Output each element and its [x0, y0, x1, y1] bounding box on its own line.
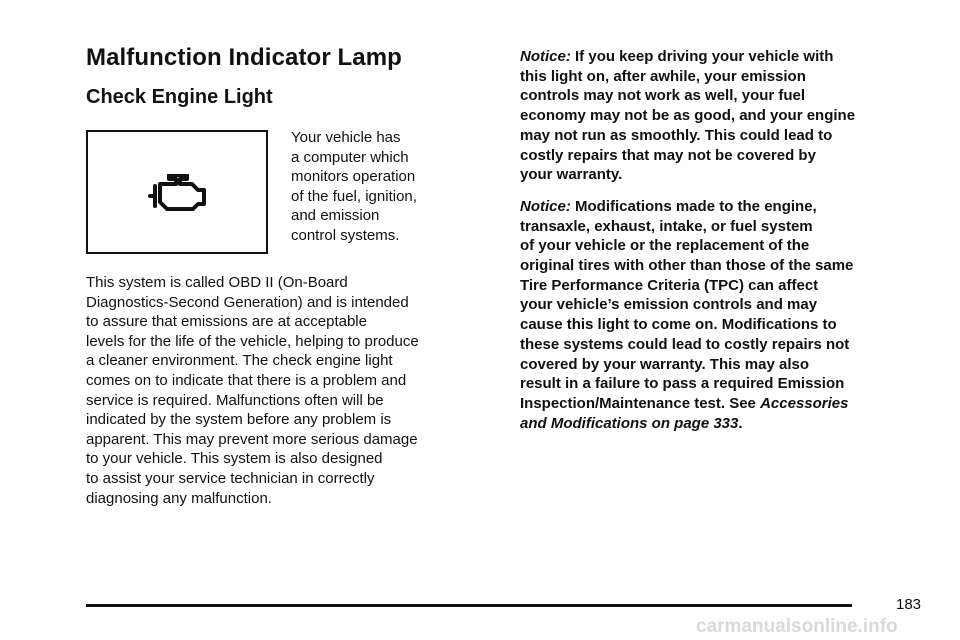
body-line: Diagnostics-Second Generation) and is intended: [86, 293, 409, 311]
intro-line: and emission: [291, 207, 380, 224]
body-line: to assist your service technician in correctly: [86, 469, 375, 487]
notice2-first-line: [520, 197, 940, 217]
body-line: diagnosing any malfunction.: [86, 489, 272, 507]
body-line: apparent. This may prevent more serious damage: [86, 430, 418, 448]
notice2-line: Tire Performance Criteria (TPC) can affect: [520, 276, 819, 294]
intro-text: [291, 128, 471, 245]
notice2-line: of your vehicle or the replacement of the: [520, 237, 810, 255]
intro-line: Your vehicle has: [291, 129, 401, 146]
notice2-line: these systems could lead to costly repairs not: [520, 335, 850, 353]
notice1-first-text: If you keep driving your vehicle with: [575, 48, 834, 65]
body-line: levels for the life of the vehicle, helping to produce: [86, 332, 419, 350]
notice2-line: cause this light to come on. Modifications to: [520, 316, 837, 334]
footer-rule: [86, 604, 852, 607]
cross-reference-link[interactable]: Accessories: [760, 394, 849, 412]
notice2-line: your vehicle’s emission controls and may: [520, 296, 818, 314]
notice1-line: costly repairs that may not be covered by: [520, 146, 816, 164]
page-title: Malfunction Indicator Lamp: [86, 44, 402, 71]
notice1-line: economy may not be as good, and your engine: [520, 107, 856, 125]
notices-column: [520, 47, 940, 433]
cross-reference-link-cont[interactable]: and Modifications on page 333: [520, 414, 739, 432]
notice2-line: transaxle, exhaust, intake, or fuel system: [520, 217, 813, 235]
page-number: 183: [896, 596, 922, 613]
body-line: This system is called OBD II (On-Board: [86, 274, 348, 291]
section-subtitle: Check Engine Light: [86, 86, 273, 108]
notice1-line: this light on, after awhile, your emission: [520, 67, 806, 85]
notice1-first-line: [520, 47, 940, 67]
watermark: carmanualsonline.info: [696, 616, 898, 637]
body-paragraph: [86, 273, 496, 508]
notice2-line: covered by your warranty. This may also: [520, 355, 809, 373]
body-line: to assure that emissions are at acceptable: [86, 313, 367, 331]
intro-line: monitors operation: [291, 168, 416, 185]
see-prefix: Inspection/Maintenance test. See: [520, 394, 761, 412]
notice2-see-line-2: [520, 414, 940, 434]
body-line: a cleaner environment. The check engine light: [86, 352, 393, 370]
notice2-first-text: Modifications made to the engine,: [575, 197, 817, 215]
intro-line: a computer which: [291, 148, 409, 166]
notice-label: Notice:: [520, 197, 571, 215]
body-line: indicated by the system before any problem is: [86, 411, 392, 429]
intro-line: of the fuel, ignition,: [291, 187, 417, 205]
paragraph-gap: [520, 185, 940, 197]
check-engine-lamp-box: [86, 130, 268, 254]
notice2-line: result in a failure to pass a required Emission: [520, 375, 845, 393]
notice-label: Notice:: [520, 48, 571, 65]
notice1-line: your warranty.: [520, 166, 623, 184]
notice2-see-line: [520, 394, 940, 414]
notice1-line: controls may not work as well, your fuel: [520, 87, 806, 105]
body-line: to your vehicle. This system is also designed: [86, 450, 383, 468]
notice1-line: may not run as smoothly. This could lead to: [520, 126, 833, 144]
check-engine-icon: [146, 174, 212, 216]
notice2-line: original tires with other than those of the same: [520, 257, 854, 275]
body-line: service is required. Malfunctions often will be: [86, 391, 384, 409]
body-line: comes on to indicate that there is a problem and: [86, 371, 407, 389]
see-end: .: [738, 414, 743, 432]
intro-line: control systems.: [291, 226, 400, 244]
